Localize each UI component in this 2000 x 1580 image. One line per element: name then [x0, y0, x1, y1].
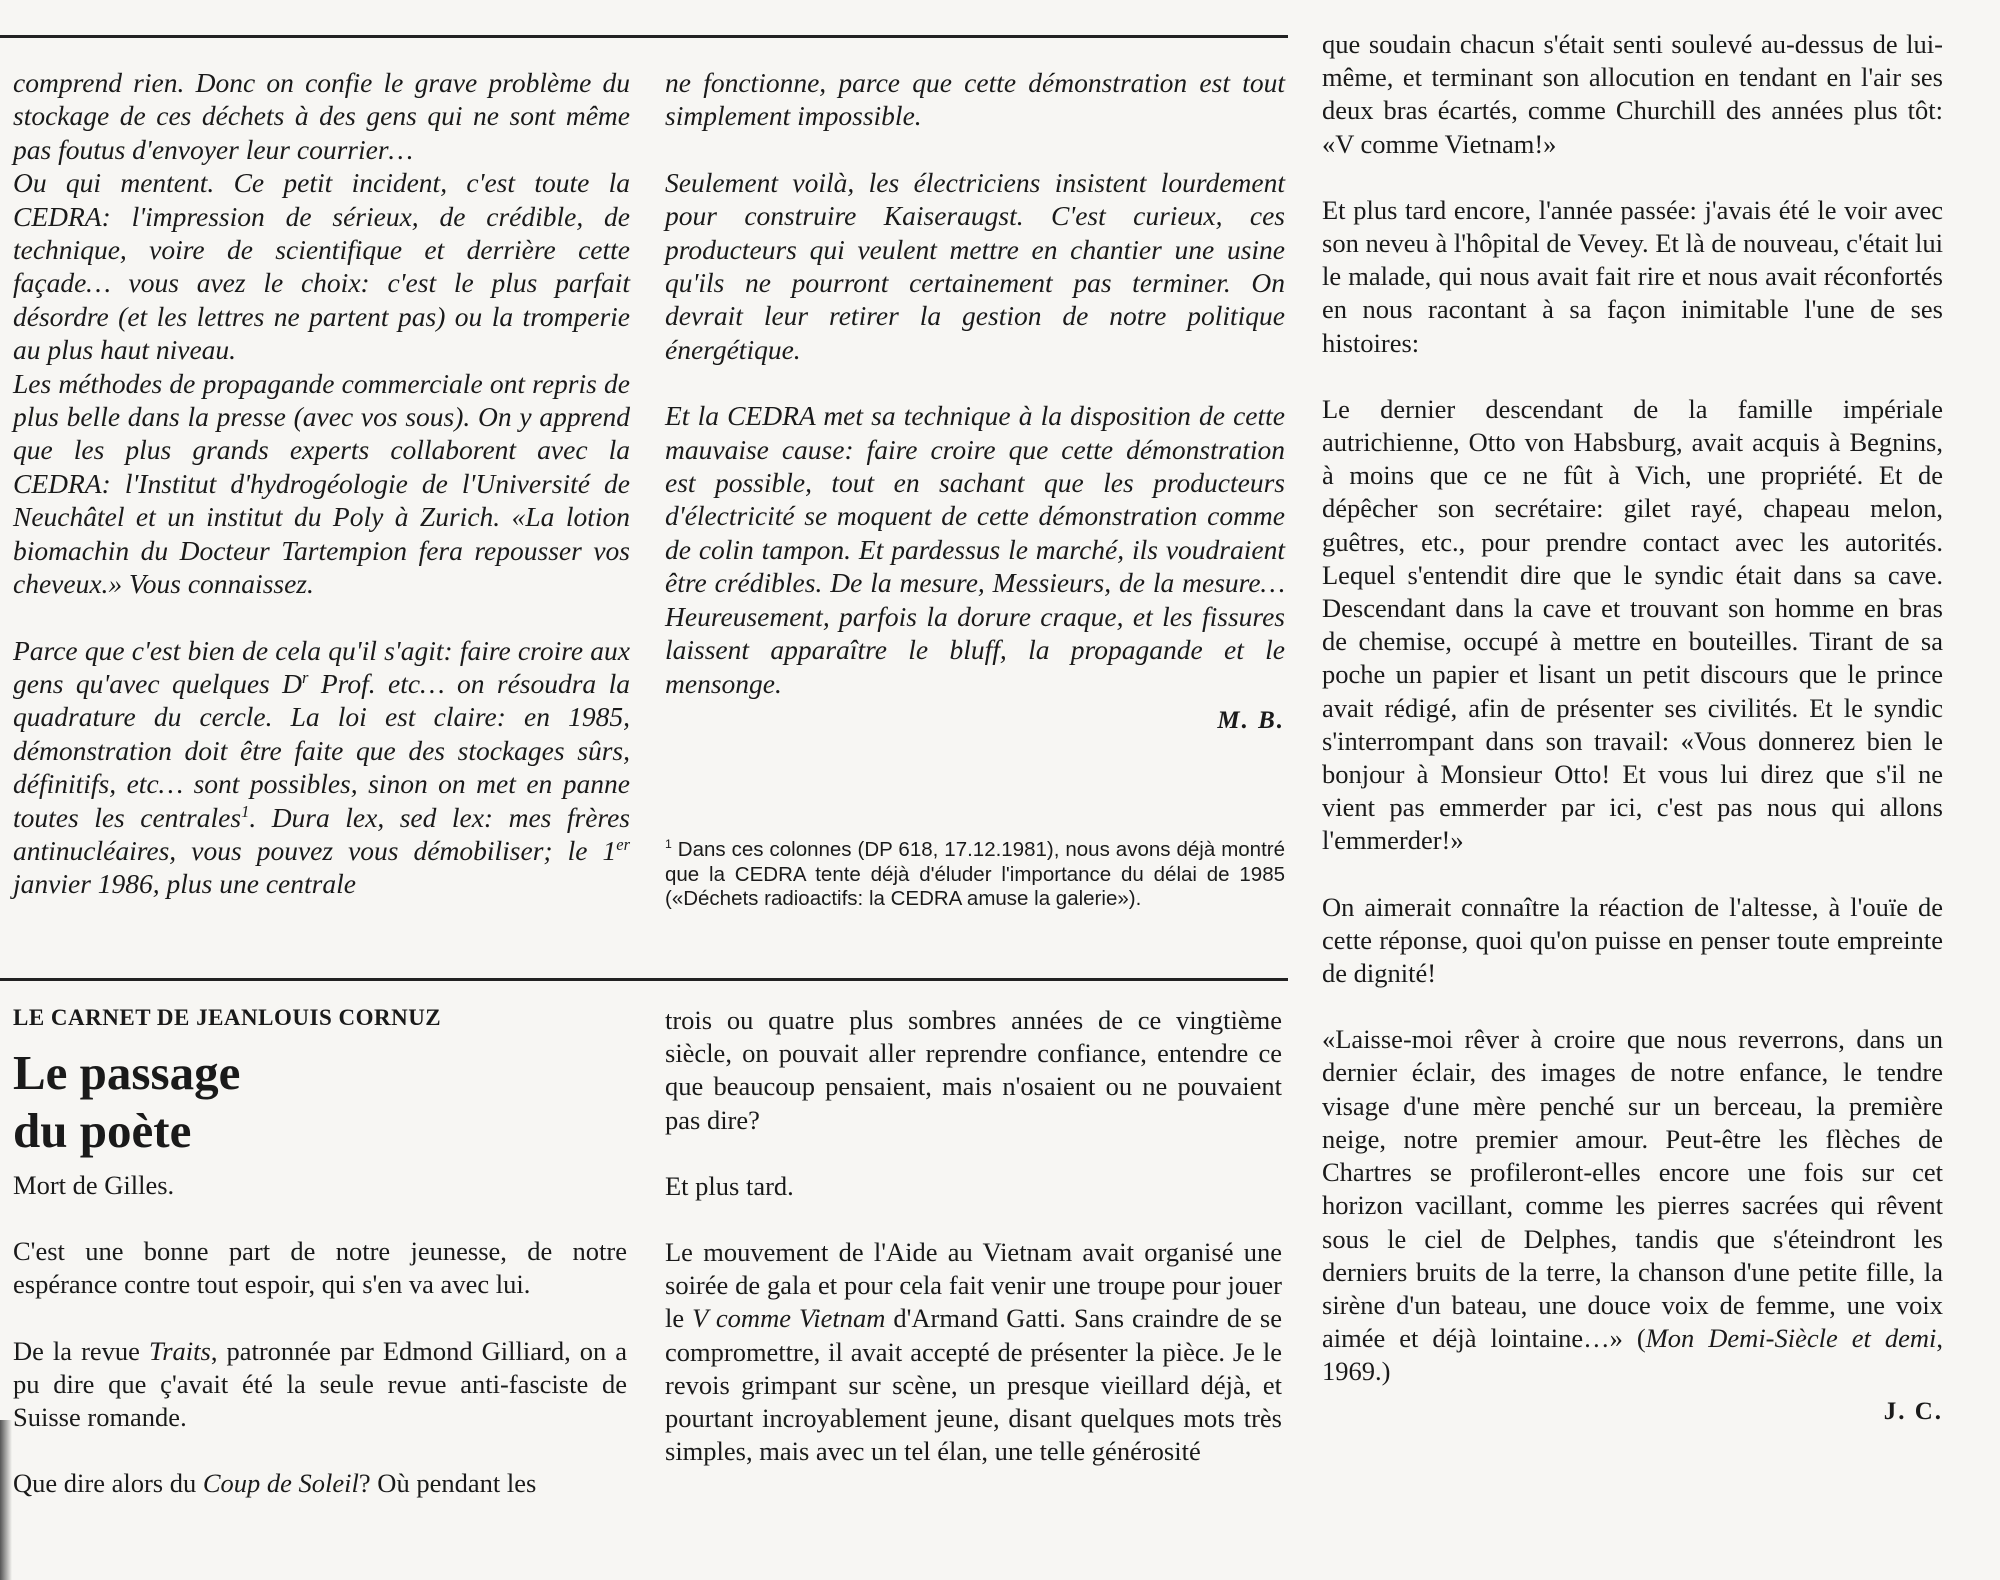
article2-col1-para2: C'est une bonne part de notre jeunesse, de notre espérance contre tout espoir, qui s'en va avec lui. [13, 1236, 627, 1300]
article-headline [13, 1044, 240, 1160]
article1-signature: M. B. [1217, 706, 1285, 734]
column-rubric: LE CARNET DE JEANLOUIS CORNUZ [13, 1005, 442, 1030]
headline-line1: Le passage [13, 1045, 241, 1100]
article2-col1-para4: Que dire alors du Coup de Soleil? Où pendant les [13, 1468, 537, 1499]
article2-col2-para2: Et plus tard. [665, 1170, 794, 1201]
article1-col1-para2: Ou qui mentent. Ce petit incident, c'est toute la CEDRA: l'impression de sérieux, de crédible, de technique, voire de scientifique et derrière cette façade… vous avez le choix: c'est le plus parfait désordre (et les lettres ne partent pas) ou la tromperie au plus haut niveau. [13, 167, 630, 366]
article1-col1-para1: comprend rien. Donc on confie le grave problème du stockage de ces déchets à des gens qui ne sont même pas foutus d'envoyer leur courrier… [13, 67, 630, 165]
article2-col1-para3: De la revue Traits, patronnée par Edmond Gilliard, on a pu dire que ç'avait été la seule revue anti-fasciste de Suisse romande. [13, 1335, 627, 1433]
footnote-mark: 1 [665, 837, 672, 852]
footnote-text: Dans ces colonnes (DP 618, 17.12.1981), nous avons déjà montré que la CEDRA tente déjà d'éluder l'importance du délai de 1985 («Déchets radioactifs: la CEDRA amuse la galerie»). [665, 838, 1285, 910]
article1-column2 [665, 66, 1285, 737]
article2-col3-para4: On aimerait connaître la réaction de l'altesse, à l'ouïe de cette réponse, quoi qu'on puisse en penser toute empreinte de dignité! [1322, 891, 1943, 989]
article1-col1-para3: Les méthodes de propagande commerciale ont repris de plus belle dans la presse (avec vos sous). On y apprend que les plus grands experts collaborent avec la CEDRA: l'Institut d'hydrogéologie de l'Université de Neuchâtel et un institut du Poly à Zurich. «La lotion biomachin du Docteur Tartempion fera repousser vos cheveux.» Vous connaissez. [13, 367, 630, 600]
article1-col2-para2: Seulement voilà, les électriciens insistent lourdement pour construire Kaiseraugst. C'est curieux, ces producteurs qui veulent mettre en chantier une usine qu'ils ne pourront certainement pas terminer. On devrait leur retirer la gestion de notre politique énergétique. [665, 166, 1285, 365]
top-rule [0, 35, 1288, 38]
article2-column2 [665, 1004, 1282, 1468]
article2-col3-para1: que soudain chacun s'était senti soulevé au-dessus de lui-même, et terminant son allocution en tendant en l'air ses deux bras écartés, comme Churchill des années plus tôt: «V comme Vietnam!» [1322, 29, 1943, 159]
article1-col2-para3: Et la CEDRA met sa technique à la disposition de cette mauvaise cause: faire croire que cette démonstration est possible, tout en sachant que les producteurs d'électricité se moquent de cette démonstration comme de colin tampon. Et pardessus le marché, ils voudraient être crédibles. De la mesure, Messieurs, de la mesure… Heureusement, parfois la dorure craque, et les fissures laissent apparaître le bluff, la propagande et le mensonge. [665, 400, 1285, 699]
article2-col2-para3: Le mouvement de l'Aide au Vietnam avait organisé une soirée de gala et pour cela fait venir une troupe pour jouer le V comme Vietnam d'Armand Gatti. Sans craindre de se compromettre, il avait accepté de présenter la pièce. Je le revois grimpant sur scène, un presque vieillard déjà, et pourtant incroyablement jeune, disant quelques mots très simples, mais avec un tel élan, une telle générosité [665, 1237, 1283, 1467]
section-divider-rule [0, 978, 1288, 981]
article2-signature: J. C. [1883, 1397, 1943, 1425]
page-binding-shadow [0, 1420, 12, 1580]
headline-line2: du poète [13, 1103, 192, 1158]
article2-column3 [1322, 28, 1943, 1428]
article2-col3-para2: Et plus tard encore, l'année passée: j'avais été le voir avec son neveu à l'hôpital de Vevey. Et là de nouveau, c'était lui le malade, qui nous avait fait rire et nous avait réconfortés en nous racontant à sa façon inimitable l'une de ses histoires: [1322, 194, 1943, 358]
article2-col1-para1: Mort de Gilles. [13, 1170, 175, 1200]
article1-col1-para4: Parce que c'est bien de cela qu'il s'agit: faire croire aux gens qu'avec quelques $D^r$ Prof. etc… on résoudra la quadrature du cercle. La loi est claire: en 1985, démonstration doit être faite que des stockages sûrs, définitifs, etc… sont possibles, sinon on met en panne toutes les centrales$^1$. Dura lex, sed lex: mes frères antinucléaires, vous pouvez vous démobiliser; le 1er janvier 1986, plus une centrale [13, 634, 630, 900]
article2-column1 [13, 1169, 627, 1500]
article1-column1 [13, 66, 630, 901]
article1-col2-para1: ne fonctionne, parce que cette démonstration est tout simplement impossible. [665, 67, 1285, 132]
article2-col3-para5: «Laisse-moi rêver à croire que nous reverrons, dans un dernier éclair, des images de notre enfance, le tendre visage d'une mère penché sur un berceau, la première neige, notre premier amour. Peut-être les flèches de Chartres se profileront-elles encore une fois sur cet horizon vacillant, comme les pierres sacrées qui rêvent sous le ciel de Delphes, tandis que s'éteindront les derniers bruits de la terre, la chanson d'une petite fille, la sirène d'un bateau, une douce voix de femme, une voix aimée et déjà lointaine…» (Mon Demi-Siècle et demi, 1969.) [1322, 1024, 1943, 1387]
article2-col3-para3: Le dernier descendant de la famille impériale autrichienne, Otto von Habsburg, avait acquis à Begnins, à moins que ce ne fût à Vich, une propriété. Et de dépêcher son secrétaire: gilet rayé, chapeau melon, guêtres, etc., pour prendre contact avec les autorités. Lequel s'entendit dire que le syndic était dans sa cave. Descendant dans la cave et trouvant son homme en bras de chemise, occupé à mettre en bouteilles. Tirant de sa poche un papier et lisant un petit discours que le prince avait rédigé, afin de présenter ses civilités. Et le syndic s'interrompant dans son travail: «Vous donnerez bien le bonjour à Monsieur Otto! Et vous lui direz que s'il ne vient pas emmerder par ici, c'est pas nous qui allons l'emmerder!» [1322, 393, 1943, 856]
article1-footnote [665, 838, 1285, 912]
article2-col2-para1: trois ou quatre plus sombres années de ce vingtième siècle, on pouvait aller reprendre confiance, entendre ce que beaucoup pensaient, mais n'osaient ou ne pouvaient pas dire? [665, 1005, 1282, 1135]
